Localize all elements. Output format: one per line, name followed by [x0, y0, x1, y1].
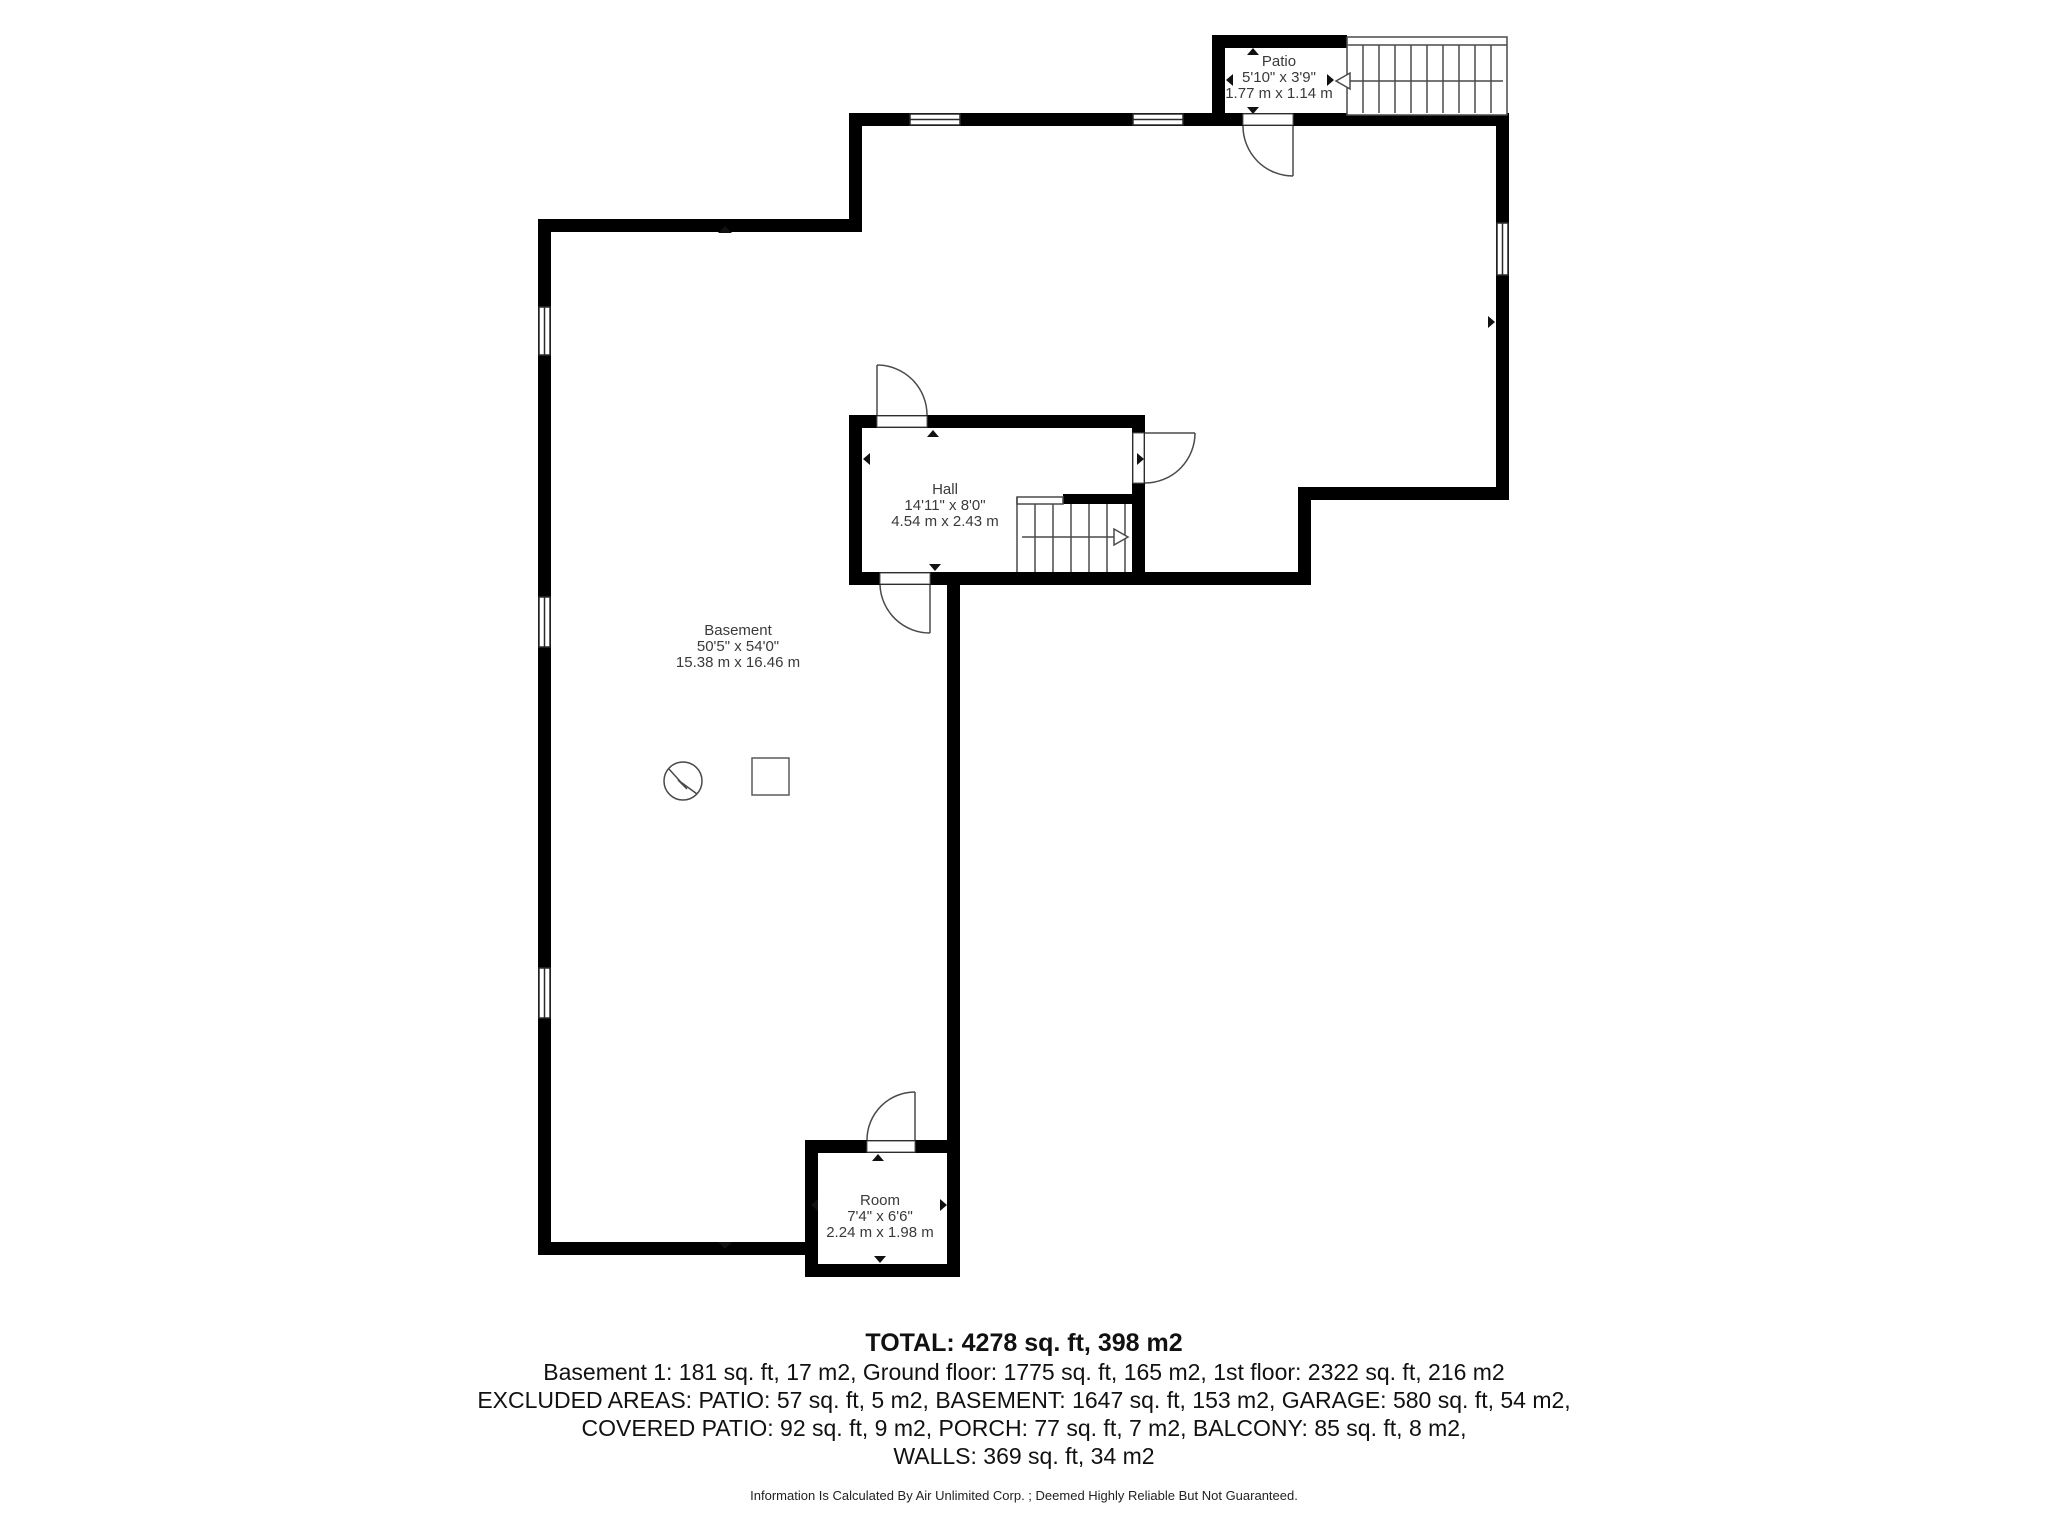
door-openings [867, 114, 1293, 1152]
room-dim-m: 1.77 m x 1.14 m [1225, 85, 1333, 102]
hall-bottom-door-opening [880, 573, 930, 584]
excluded-areas-line-1: EXCLUDED AREAS: PATIO: 57 sq. ft, 5 m2, BASEMENT: 1647 sq. ft, 153 m2, GARAGE: 580 sq. ft, 54 m2, [477, 1387, 1571, 1413]
furnace-icon [752, 758, 789, 795]
floor-areas-text: Basement 1: 181 sq. ft, 17 m2, Ground floor: 1775 sq. ft, 165 m2, 1st floor: 2322 sq. ft, 216 m2 [543, 1359, 1505, 1385]
doors [867, 126, 1293, 1140]
room-dim-ft: 7'4" x 6'6" [847, 1208, 913, 1225]
room-dim-m: 2.24 m x 1.98 m [826, 1224, 934, 1241]
wall-step-horizontal [1298, 487, 1509, 500]
room-dim-ft: 50'5" x 54'0" [696, 638, 780, 655]
hall-top-door-swing [877, 365, 927, 415]
hall-right-door-swing [1145, 433, 1195, 483]
window-left-1 [539, 307, 550, 355]
wall-patio-top [1212, 35, 1347, 48]
wall-lower-right [947, 572, 960, 1277]
room-dim-m: 4.54 m x 2.43 m [891, 513, 999, 530]
window-top-1 [910, 114, 960, 125]
window-left-3 [539, 968, 550, 1018]
patio-door-swing [1243, 126, 1293, 176]
room-door-opening [867, 1141, 915, 1152]
hall-bottom-door-swing [880, 585, 930, 633]
window-top-2 [1133, 114, 1183, 125]
excluded-areas-line-3: WALLS: 369 sq. ft, 34 m2 [893, 1443, 1155, 1469]
total-area-text: TOTAL: 4278 sq. ft, 398 m2 [865, 1329, 1183, 1357]
room-label-room [826, 1193, 934, 1241]
patio-stairs [1336, 37, 1507, 115]
water-heater-icon [664, 762, 702, 800]
hall-stairs-direction-arrow [1022, 529, 1128, 545]
patio-door-opening [1243, 114, 1293, 125]
wall-step-vertical [1298, 487, 1311, 585]
room-label-patio [1225, 54, 1333, 102]
room-label-hall [891, 482, 999, 530]
room-name: Patio [1261, 53, 1297, 70]
excluded-areas-line-2: COVERED PATIO: 92 sq. ft, 9 m2, PORCH: 77 sq. ft, 7 m2, BALCONY: 85 sq. ft, 8 m2, [581, 1415, 1467, 1441]
wall-left [538, 219, 551, 1255]
area-summary [0, 1328, 2048, 1470]
window-right-1 [1497, 223, 1508, 275]
hall-stairs [1017, 497, 1128, 572]
wall-top-left-section [538, 219, 862, 232]
windows [539, 114, 1508, 1018]
wall-hall-left [849, 415, 862, 585]
wall-patio-left [1212, 35, 1225, 126]
wall-connector-vertical [849, 113, 862, 232]
window-left-2 [539, 597, 550, 647]
room-door-swing [867, 1092, 915, 1140]
wall-room-bottom [805, 1264, 960, 1277]
room-dim-ft: 5'10" x 3'9" [1242, 69, 1316, 86]
wall-right [1496, 113, 1509, 500]
room-label-basement [676, 623, 800, 671]
room-dim-m: 15.38 m x 16.46 m [675, 654, 801, 671]
room-name: Room [859, 1192, 900, 1209]
room-name: Hall [932, 481, 958, 498]
hall-top-door-opening [877, 416, 927, 427]
wall-bottom [538, 1242, 818, 1255]
disclaimer-text: Information Is Calculated By Air Unlimited Corp. ; Deemed Highly Reliable But Not Guaranteed. [750, 1488, 1298, 1503]
wall-stair-cover [1063, 494, 1143, 504]
room-dim-ft: 14'11" x 8'0" [904, 497, 986, 514]
room-name: Basement [704, 622, 772, 639]
